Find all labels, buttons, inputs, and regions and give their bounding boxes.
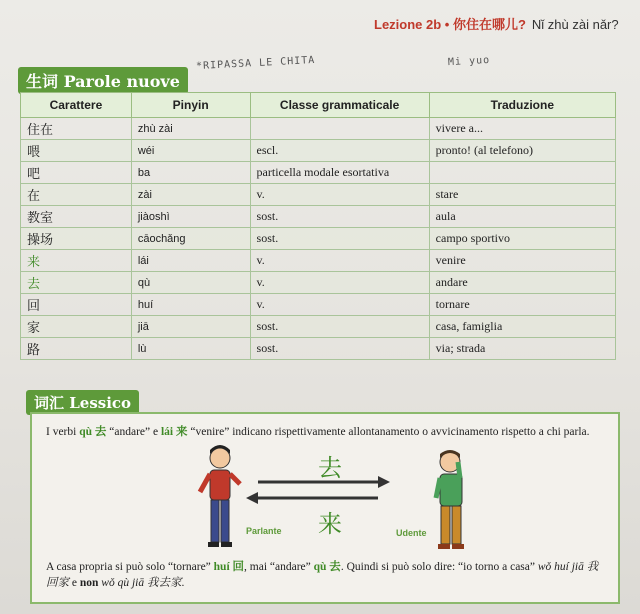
cell-pinyin: zài [131, 184, 250, 206]
cell-translation: campo sportivo [429, 228, 615, 250]
term-qu: qù 去 [79, 426, 107, 438]
cell-character: 在 [21, 184, 132, 206]
cell-pinyin: lái [131, 250, 250, 272]
char-lai-large: 来 [318, 510, 342, 538]
handwritten-note: *RIPASSA LE CHITA [195, 54, 316, 73]
handwritten-note-small: Mi yuo [447, 54, 491, 69]
cell-class [250, 118, 429, 140]
example-correct: wǒ huí jiā 我回家 [46, 561, 599, 589]
cell-class: v. [250, 250, 429, 272]
lesson-title [374, 14, 619, 33]
table-row [21, 316, 616, 338]
column-header-translation: Traduzione [429, 93, 615, 118]
term-hui: huí 回 [213, 561, 245, 573]
listener-figure [428, 448, 476, 552]
table-row [21, 118, 616, 140]
term-qu: qù 去 [313, 561, 341, 573]
cell-translation: casa, famiglia [429, 316, 615, 338]
cell-character: 家 [21, 316, 132, 338]
cell-translation: pronto! (al telefono) [429, 140, 615, 162]
lesson-title-text: Lezione 2b • 你住在哪儿? [374, 17, 526, 32]
cell-translation: tornare [429, 294, 615, 316]
cell-pinyin: jiàoshì [131, 206, 250, 228]
cell-character: 喂 [21, 140, 132, 162]
cell-class: sost. [250, 316, 429, 338]
cell-character: 住在 [21, 118, 132, 140]
table-row [21, 162, 616, 184]
text-fragment: . Quindi si può solo dire: “io torno a casa” [340, 561, 535, 573]
table-row [21, 272, 616, 294]
text-fragment: . [181, 577, 185, 589]
cell-translation: via; strada [429, 338, 615, 360]
cell-class: escl. [250, 140, 429, 162]
text-fragment: A casa propria si può solo “tornare” [46, 561, 211, 573]
cell-character: 路 [21, 338, 132, 360]
column-header-class: Classe grammaticale [250, 93, 429, 118]
cell-character: 教室 [21, 206, 132, 228]
speaker-figure [196, 444, 244, 550]
cell-translation: aula [429, 206, 615, 228]
label-listener: Udente [396, 528, 427, 538]
cell-translation: vivere a... [429, 118, 615, 140]
cell-character: 吧 [21, 162, 132, 184]
table-row [21, 140, 616, 162]
example-incorrect: wǒ qù jiā 我去家 [101, 577, 182, 589]
table-header-row [21, 93, 616, 118]
column-header-character: Carattere [21, 93, 132, 118]
lessico-intro-paragraph [46, 424, 606, 440]
cell-pinyin: ba [131, 162, 250, 184]
table-row [21, 206, 616, 228]
cell-pinyin: cāochǎng [131, 228, 250, 250]
column-header-pinyin: Pinyin [131, 93, 250, 118]
cell-pinyin: huí [131, 294, 250, 316]
text-fragment: “andare” e [109, 426, 159, 438]
text-fragment: “venire” indicano rispettivamente allontanamento o avvicinamento rispetto a chi parla. [190, 426, 590, 438]
text-non: non [79, 577, 99, 589]
lesson-title-pinyin: Nǐ zhù zài nǎr? [531, 17, 619, 32]
cell-class: sost. [250, 206, 429, 228]
cell-pinyin: wéi [131, 140, 250, 162]
table-row [21, 250, 616, 272]
cell-character: 回 [21, 294, 132, 316]
lessico-rule-paragraph [46, 559, 606, 591]
cell-class: v. [250, 184, 429, 206]
cell-pinyin: jiā [131, 316, 250, 338]
vocab-table [20, 92, 616, 360]
table-row [21, 294, 616, 316]
cell-translation [429, 162, 615, 184]
cell-pinyin: qù [131, 272, 250, 294]
cell-class: sost. [250, 338, 429, 360]
cell-pinyin: lù [131, 338, 250, 360]
cell-class: sost. [250, 228, 429, 250]
cell-translation: stare [429, 184, 615, 206]
text-fragment: I verbi [46, 426, 77, 438]
cell-character: 去 [21, 272, 132, 294]
cell-pinyin: zhù zài [131, 118, 250, 140]
table-row [21, 338, 616, 360]
table-row [21, 184, 616, 206]
char-qu-large: 去 [318, 454, 342, 482]
cell-character: 操场 [21, 228, 132, 250]
cell-class: particella modale esortativa [250, 162, 429, 184]
term-lai: lái 来 [160, 426, 188, 438]
cell-class: v. [250, 294, 429, 316]
table-row [21, 228, 616, 250]
cell-character: 来 [21, 250, 132, 272]
cell-translation: venire [429, 250, 615, 272]
text-fragment: , mai “andare” [244, 561, 311, 573]
cell-translation: andare [429, 272, 615, 294]
vocab-section-header: 生词 Parole nuove [18, 67, 188, 94]
cell-class: v. [250, 272, 429, 294]
lessico-section-header: 词汇 Lessico [26, 390, 139, 415]
text-fragment: e [71, 577, 77, 589]
label-speaker: Parlante [246, 526, 282, 536]
